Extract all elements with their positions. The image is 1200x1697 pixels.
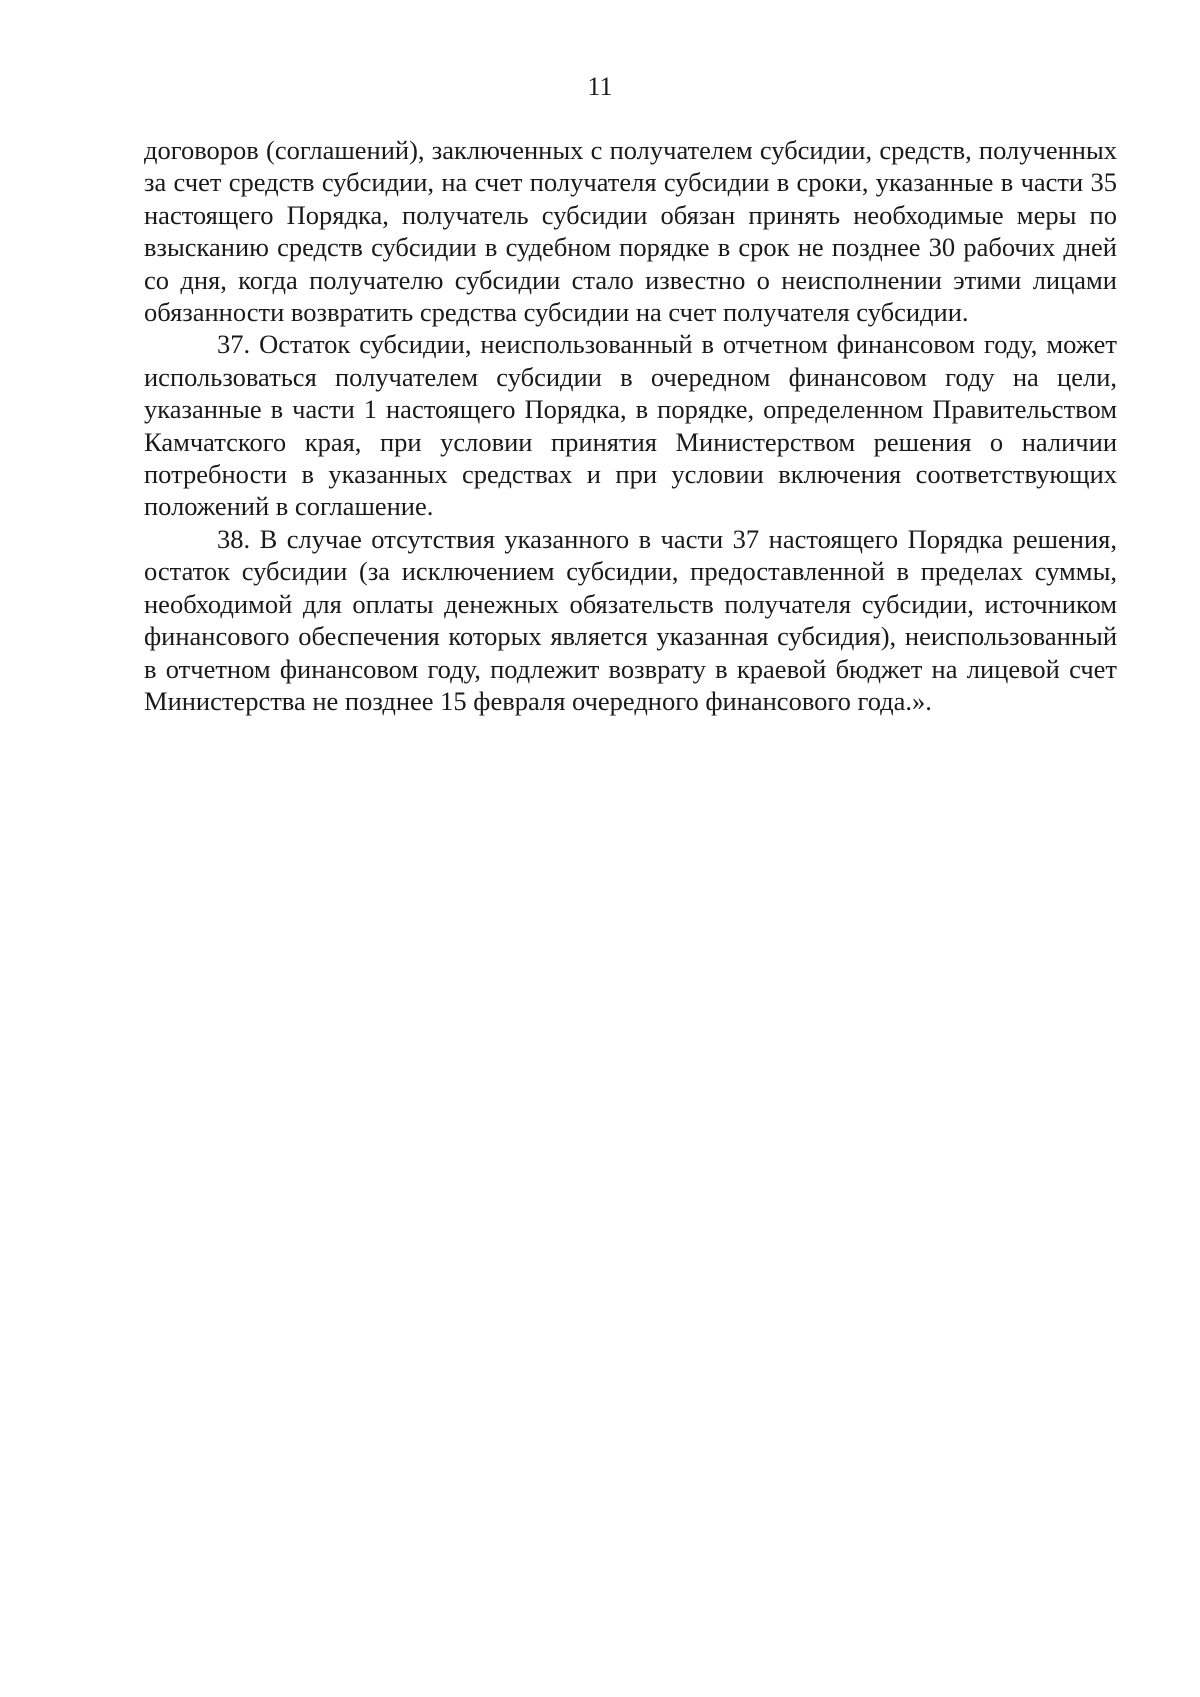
document-body	[144, 134, 1117, 717]
paragraph-continuation: договоров (соглашений), заключенных с получателем субсидии, средств, полученных за счет средств субсидии, на счет получателя субсидии в сроки, указанные в части 35 настоящего Порядка, получатель субсидии обязан принять необходимые меры по взысканию средств субсидии в судебном порядке в срок не позднее 30 рабочих дней со дня, когда получателю субсидии стало известно о неисполнении этими лицами обязанности возвратить средства субсидии на счет получателя субсидии.	[144, 135, 1117, 328]
paragraph-37: 37. Остаток субсидии, неиспользованный в отчетном финансовом году, может использоваться получателем субсидии в очередном финансовом году на цели, указанные в части 1 настоящего Порядка, в порядке, определенном Правительством Камчатского края, при условии принятия Министерством решения о наличии потребности в указанных средствах и при условии включения соответствующих положений в соглашение.	[144, 329, 1117, 522]
paragraph-38: 38. В случае отсутствия указанного в части 37 настоящего Порядка решения, остаток субсидии (за исключением субсидии, предоставленной в пределах суммы, необходимой для оплаты денежных обязательств получателя субсидии, источником финансового обеспечения которых является указанная субсидия), неиспользованный в отчетном финансовом году, подлежит возврату в краевой бюджет на лицевой счет Министерства не позднее 15 февраля очередного финансового года.».	[144, 523, 1117, 716]
page-number: 11	[587, 72, 613, 101]
